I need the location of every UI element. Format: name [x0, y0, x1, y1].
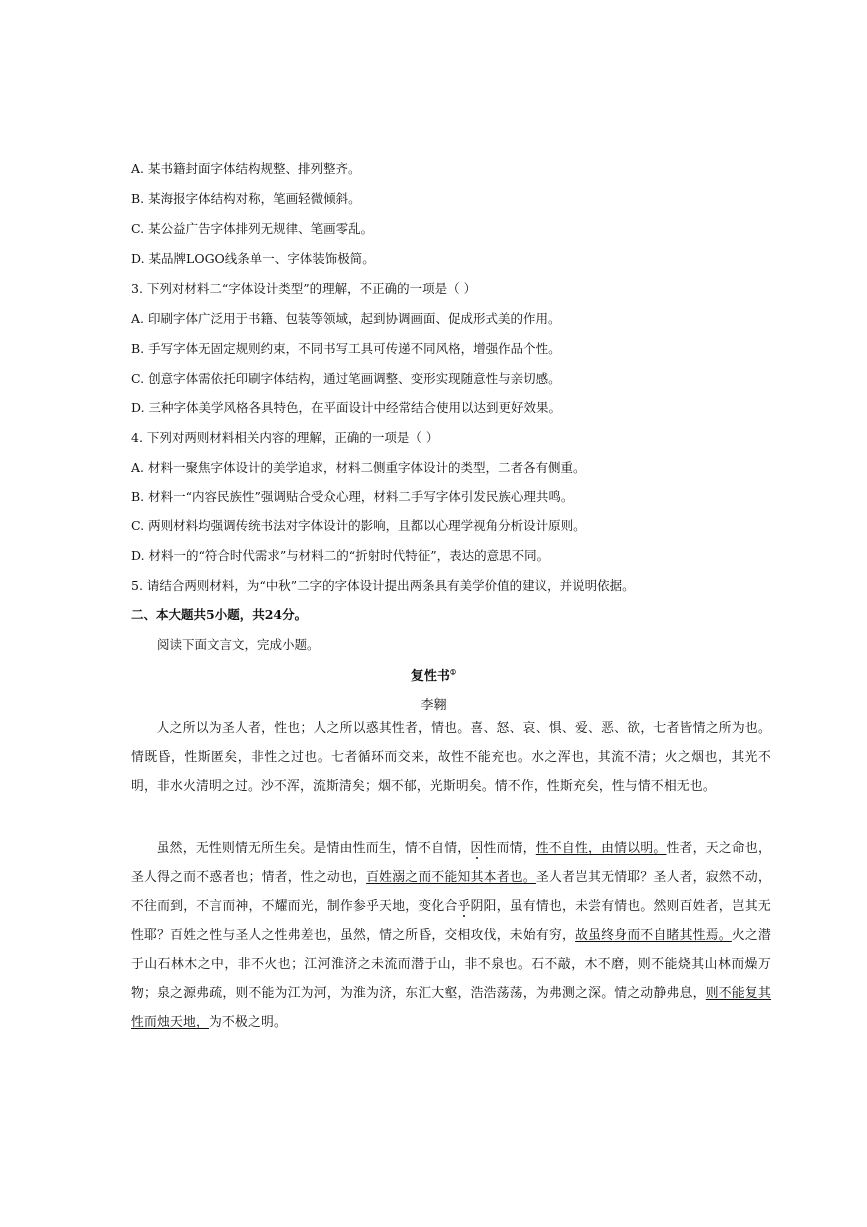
option-line: B. 手写字体无固定规则约束，不同书写工具可传递不同风格，增强作品个性。	[131, 341, 561, 356]
option-line: A. 材料一聚焦字体设计的美学追求，材料二侧重字体设计的类型，二者各有侧重。	[131, 460, 586, 475]
underlined-sentence-4: 则不能复其性而烛天地，	[131, 986, 771, 1030]
option-line: D. 某品牌LOGO线条单一、字体装饰极简。	[131, 251, 375, 266]
essay-paragraph-1: 人之所以为圣人者，性也；人之所以惑其性者，情也。喜、怒、哀、惧、爱、恶、欲，七者皆情之所为也。情既昏，性斯匿矣，非性之过也。七者循环而交来，故性不能充也。水之浑也，其流不清；火之烟也，其光不明，非水火清明之过。沙不浑，流斯清矣；烟不郁，光斯明矣。情不作，性斯充矣，性与情不相无也。	[131, 721, 771, 794]
option-line: C. 创意字体需依托印刷字体结构，通过笔画调整、变形实现随意性与亲切感。	[131, 371, 561, 386]
option-line: A. 印刷字体广泛用于书籍、包装等领域，起到协调画面、促成形式美的作用。	[131, 311, 561, 326]
underlined-sentence-3: 故虽终身而不自睹其性焉。	[575, 928, 732, 943]
option-line: A. 某书籍封面字体结构规整、排列整齐。	[131, 161, 361, 176]
section-heading: 二、本大题共5小题，共24分。	[131, 607, 308, 622]
emphasis-dot-char: 因	[470, 841, 484, 856]
option-line: C. 两则材料均强调传统书法对字体设计的影响，且都以心理学视角分析设计原则。	[131, 518, 586, 533]
essay-title: 复性书①	[410, 667, 457, 684]
option-line: D. 材料一的“符合时代需求”与材料二的“折射时代特征”，表达的意思不同。	[131, 548, 550, 563]
question-line: 5. 请结合两则材料，为“中秋”二字的字体设计提出两条具有美学价值的建议，并说明依据。	[131, 578, 635, 593]
option-line: B. 材料一“内容民族性”强调贴合受众心理，材料二手写字体引发民族心理共鸣。	[131, 489, 574, 504]
instruction-text: 阅读下面文言文，完成小题。	[157, 637, 320, 652]
option-line: C. 某公益广告字体排列无规律、笔画零乱。	[131, 221, 374, 236]
question-line: 4. 下列对两则材料相关内容的理解，正确的一项是（ ）	[131, 430, 439, 445]
underlined-sentence-2: 百姓溺之而不能知其本者也。	[366, 870, 536, 885]
underlined-sentence-1: 性不自性，由情以明。	[535, 841, 667, 856]
essay-paragraph-2: 虽然，无性则情无所生矣。是情由性而生，情不自情，因性而情，性不自性，由情以明。性者，天之命也，圣人得之而不惑者也；情者，性之动也，百姓溺之而不能知其本者也。圣人者岂其无情耶？圣人者，寂然不动，不往而到，不言而神，不耀而光，制作参乎天地，变化合乎阴阳，虽有情也，未尝有情也。然则百姓者，岂其无性耶？百姓之性与圣人之性弗差也，虽然，情之所昏，交相攻伐，未始有穷，故虽终身而不自睹其性焉。火之潜于山石林木之中，非不火也；江河淮济之未流而潜于山，非不泉也。石不敲，木不磨，则不能烧其山林而燥万物；泉之源弗疏，则不能为江为河，为淮为济，东汇大壑，浩浩荡荡，为弗测之深。情之动静弗息，则不能复其性而烛天地，为不极之明。	[131, 841, 771, 1030]
footnote-marker: ①	[449, 667, 457, 677]
emphasis-dot-char: 乎	[457, 899, 471, 914]
option-line: B. 某海报字体结构对称，笔画轻微倾斜。	[131, 191, 361, 206]
question-line: 3. 下列对材料二“字体设计类型”的理解，不正确的一项是（ ）	[131, 281, 477, 296]
option-line: D. 三种字体美学风格各具特色，在平面设计中经常结合使用以达到更好效果。	[131, 400, 562, 415]
essay-author: 李翱	[420, 698, 447, 713]
